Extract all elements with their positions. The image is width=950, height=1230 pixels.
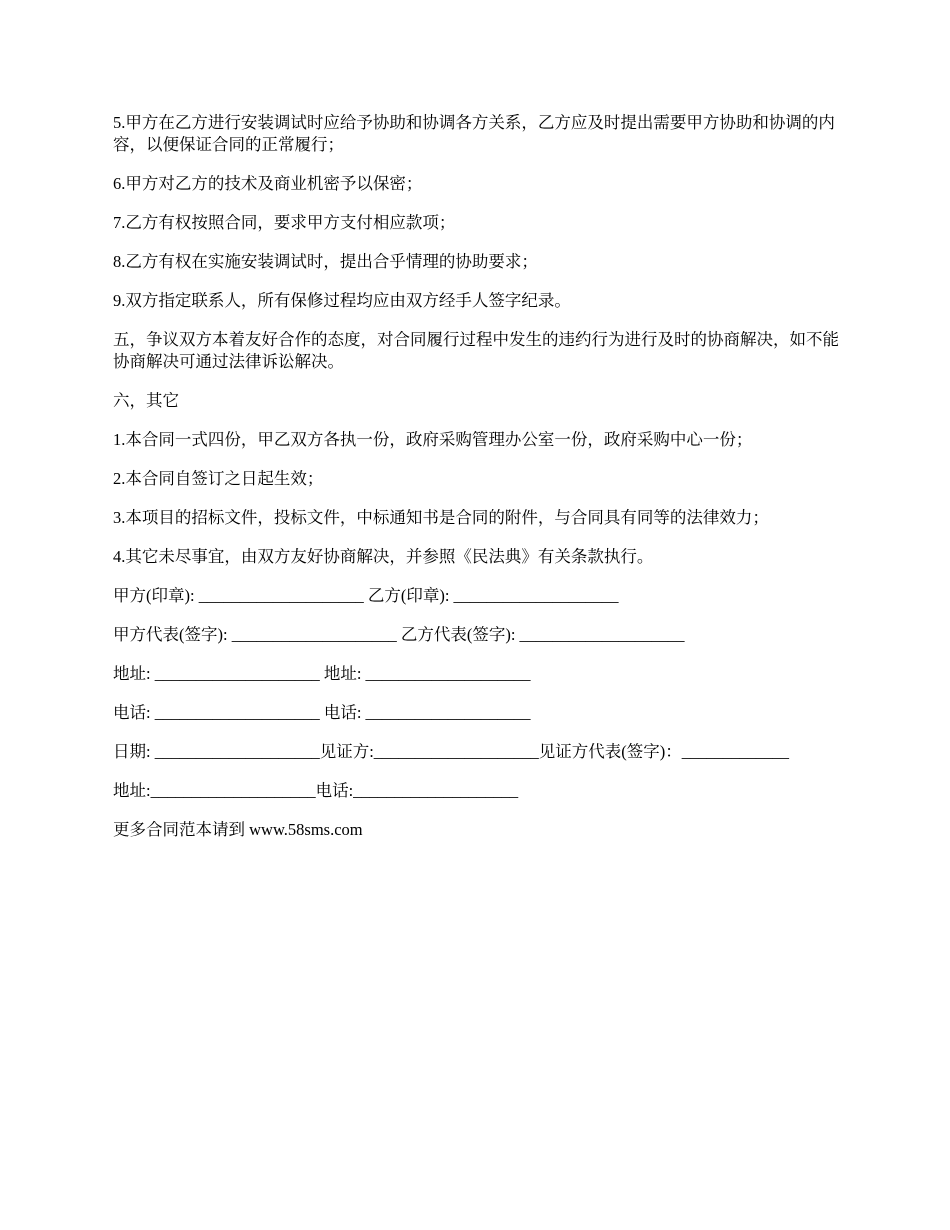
signature-address-line: 地址: ____________________ 地址: ____________________ <box>113 664 531 683</box>
witness-contact-line: 地址:____________________电话:____________________ <box>113 781 519 800</box>
footer-link-text: 更多合同范本请到 www.58sms.com <box>113 820 363 839</box>
section-other-title: 六，其它 <box>113 391 179 410</box>
clause-7: 7.乙方有权按照合同，要求甲方支付相应款项； <box>113 213 456 232</box>
signature-phone-line: 电话: ____________________ 电话: ____________________ <box>113 703 531 722</box>
clause-9: 9.双方指定联系人，所有保修过程均应由双方经手人签字纪录。 <box>113 291 571 310</box>
clause-6: 6.甲方对乙方的技术及商业机密予以保密； <box>113 174 423 193</box>
clause-8: 8.乙方有权在实施安装调试时，提出合乎情理的协助要求； <box>113 252 538 271</box>
other-clause-3: 3.本项目的招标文件，投标文件，中标通知书是合同的附件，与合同具有同等的法律效力； <box>113 508 769 527</box>
other-clause-1: 1.本合同一式四份，甲乙双方各执一份，政府采购管理办公室一份，政府采购中心一份； <box>113 430 753 449</box>
signature-seal-line: 甲方(印章): ____________________ 乙方(印章): ____________________ <box>113 586 619 605</box>
other-clause-4: 4.其它未尽事宜，由双方友好协商解决，并参照《民法典》有关条款执行。 <box>113 547 654 566</box>
clause-5: 5.甲方在乙方进行安装调试时应给予协助和协调各方关系，乙方应及时提出需要甲方协助和协调的内容，以便保证合同的正常履行； <box>113 113 835 154</box>
document-page <box>113 112 848 858</box>
signature-date-witness-line: 日期: ____________________见证方:____________________见证方代表(签字)：_____________ <box>113 742 790 761</box>
signature-representative-line: 甲方代表(签字): ____________________ 乙方代表(签字): ____________________ <box>113 625 685 644</box>
section-dispute: 五，争议双方本着友好合作的态度，对合同履行过程中发生的违约行为进行及时的协商解决，如不能协商解决可通过法律诉讼解决。 <box>113 330 839 371</box>
other-clause-2: 2.本合同自签订之日起生效； <box>113 469 324 488</box>
